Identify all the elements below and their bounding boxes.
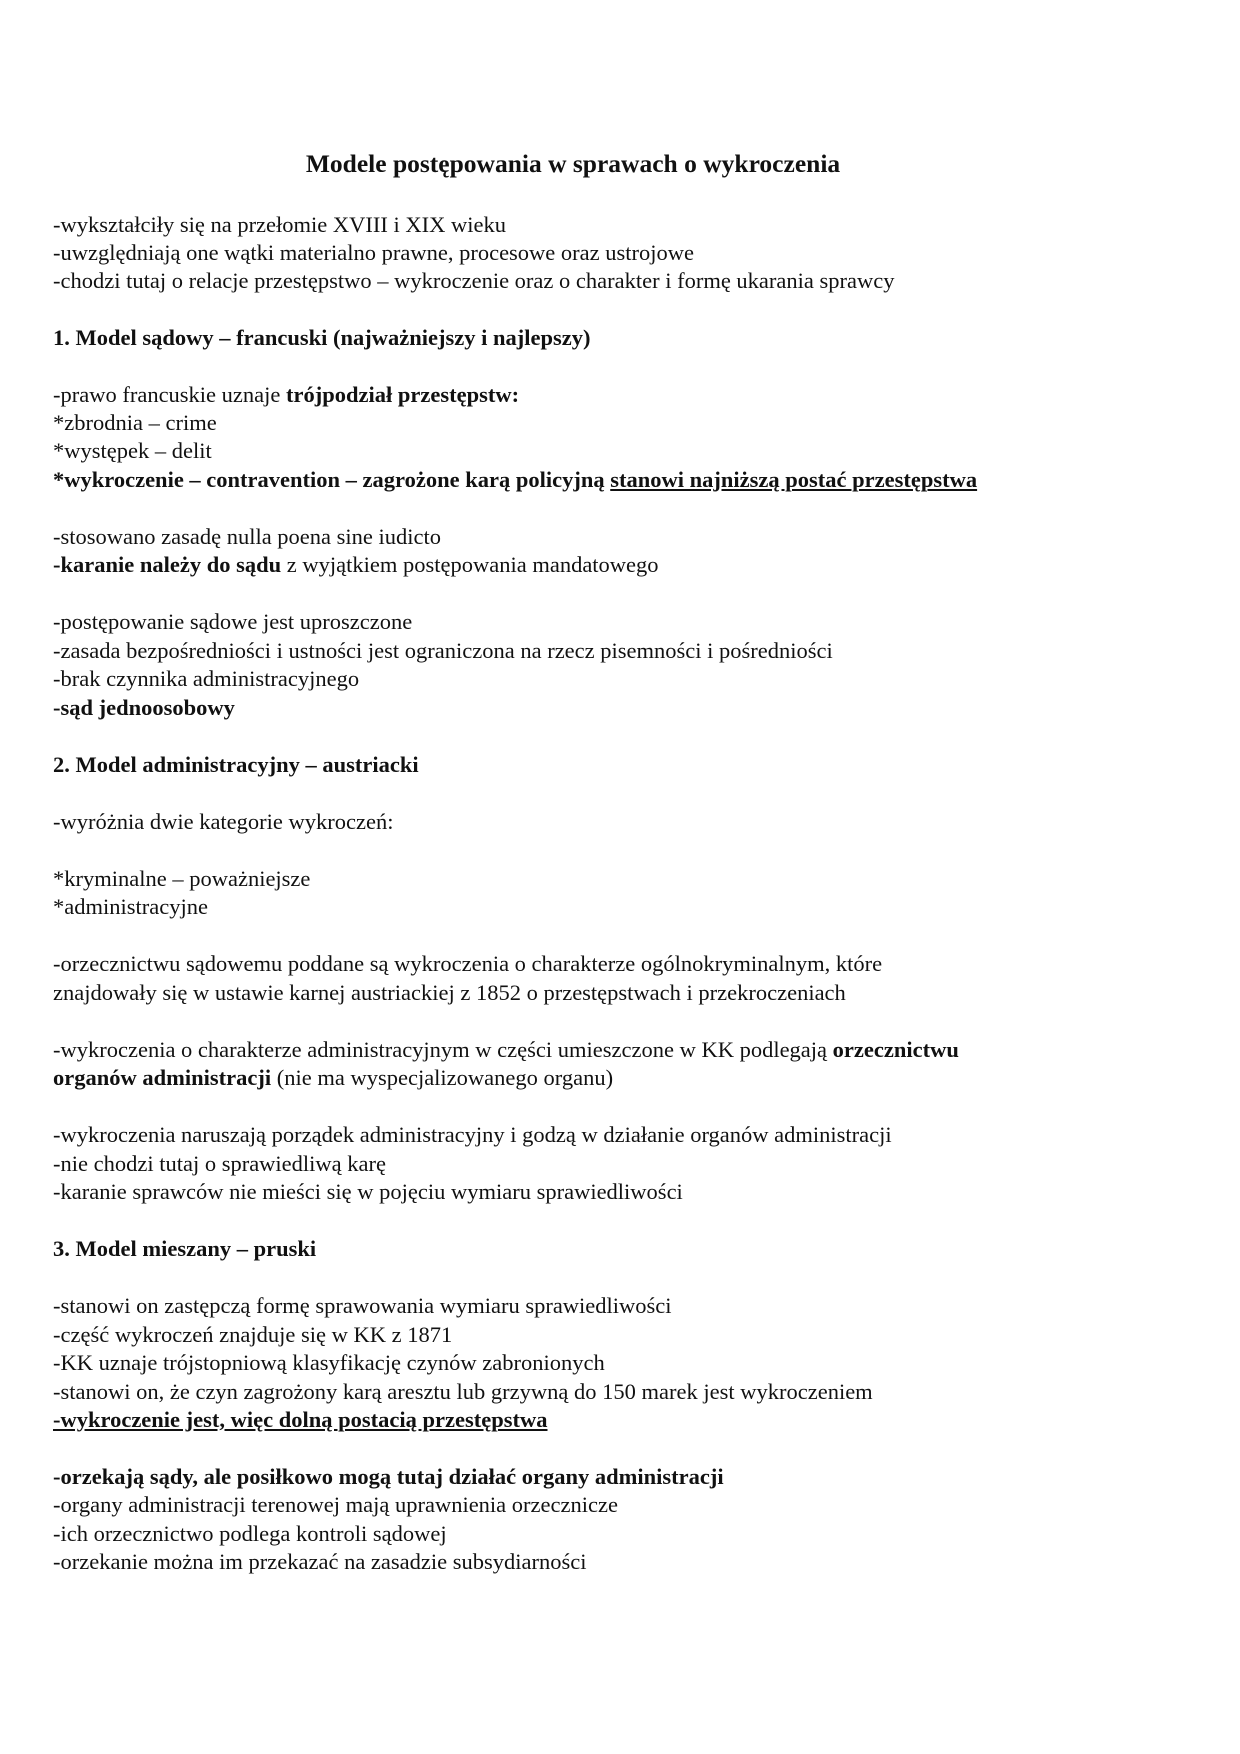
section-1-line-4 bbox=[53, 466, 977, 494]
section-1-line-10: -sąd jednoosobowy bbox=[53, 695, 235, 720]
text-run: z wyjątkiem postępowania mandatowego bbox=[281, 552, 659, 577]
intro-line-2: -uwzględniają one wątki materialno prawne, procesowe oraz ustrojowe bbox=[53, 240, 694, 265]
text-run: (nie ma wyspecjalizowanego organu) bbox=[271, 1065, 614, 1090]
section-1-line-3: *występek – delit bbox=[53, 438, 212, 463]
section-3-line-1: -stanowi on zastępczą formę sprawowania wymiaru sprawiedliwości bbox=[53, 1293, 672, 1318]
section-1-line-9: -brak czynnika administracyjnego bbox=[53, 666, 360, 691]
bold-run: -karanie należy do sądu bbox=[53, 552, 282, 577]
section-1-line-2: *zbrodnia – crime bbox=[53, 410, 217, 435]
section-3-line-8: -ich orzecznictwo podlega kontroli sądowej bbox=[53, 1521, 447, 1546]
bold-run: orzecznictwu bbox=[832, 1037, 959, 1062]
section-2-line-5: znajdowały się w ustawie karnej austriackiej z 1852 o przestępstwach i przekroczeniach bbox=[53, 980, 846, 1005]
section-2-line-7 bbox=[53, 1064, 613, 1092]
section-1-line-1 bbox=[53, 381, 519, 409]
section-3-line-2: -część wykroczeń znajduje się w KK z 1871 bbox=[53, 1322, 453, 1347]
section-3-line-9: -orzekanie można im przekazać na zasadzie subsydiarności bbox=[53, 1549, 587, 1574]
section-1-line-7: -postępowanie sądowe jest uproszczone bbox=[53, 609, 413, 634]
section-2-line-2: *kryminalne – poważniejsze bbox=[53, 866, 311, 891]
section-2-line-8: -wykroczenia naruszają porządek administracyjny i godzą w działanie organów administracji bbox=[53, 1122, 892, 1147]
section-3-line-4: -stanowi on, że czyn zagrożony karą aresztu lub grzywną do 150 marek jest wykroczeniem bbox=[53, 1379, 873, 1404]
section-1-heading: 1. Model sądowy – francuski (najważniejszy i najlepszy) bbox=[53, 325, 591, 350]
bold-run: trójpodział przestępstw: bbox=[286, 382, 520, 407]
section-2-line-9: -nie chodzi tutaj o sprawiedliwą karę bbox=[53, 1151, 386, 1176]
section-3-line-3: -KK uznaje trójstopniową klasyfikację czynów zabronionych bbox=[53, 1350, 605, 1375]
page-title: Modele postępowania w sprawach o wykroczenia bbox=[305, 149, 841, 178]
bold-run: organów administracji bbox=[53, 1065, 272, 1090]
text-run: -prawo francuskie uznaje bbox=[53, 382, 287, 407]
bold-run: *wykroczenie – contravention – zagrożone karą policyjną bbox=[53, 467, 611, 492]
intro-line-3: -chodzi tutaj o relacje przestępstwo – wykroczenie oraz o charakter i formę ukarania sprawcy bbox=[53, 268, 895, 293]
section-1-line-8: -zasada bezpośredniości i ustności jest ograniczona na rzecz pisemności i pośredniości bbox=[53, 638, 833, 663]
bold-underlined-run: stanowi najniższą postać przestępstwa bbox=[610, 467, 978, 492]
section-1-line-6 bbox=[53, 551, 659, 579]
section-2-line-10: -karanie sprawców nie mieści się w pojęciu wymiaru sprawiedliwości bbox=[53, 1179, 683, 1204]
section-3-line-6: -orzekają sądy, ale posiłkowo mogą tutaj działać organy administracji bbox=[53, 1464, 724, 1489]
text-run: -wykroczenia o charakterze administracyjnym w części umieszczone w KK podlegają bbox=[53, 1037, 833, 1062]
section-3-line-5: -wykroczenie jest, więc dolną postacią przestępstwa bbox=[53, 1407, 548, 1432]
intro-line-1: -wykształciły się na przełomie XVIII i XIX wieku bbox=[53, 212, 506, 237]
section-2-line-1: -wyróżnia dwie kategorie wykroczeń: bbox=[53, 809, 394, 834]
section-2-line-6 bbox=[53, 1036, 959, 1064]
section-3-line-7: -organy administracji terenowej mają uprawnienia orzecznicze bbox=[53, 1492, 618, 1517]
section-2-line-4: -orzecznictwu sądowemu poddane są wykroczenia o charakterze ogólnokryminalnym, które bbox=[53, 951, 883, 976]
section-2-line-3: *administracyjne bbox=[53, 894, 208, 919]
section-3-heading: 3. Model mieszany – pruski bbox=[53, 1236, 317, 1261]
section-1-line-5: -stosowano zasadę nulla poena sine iudicto bbox=[53, 524, 442, 549]
section-2-heading: 2. Model administracyjny – austriacki bbox=[53, 752, 419, 777]
